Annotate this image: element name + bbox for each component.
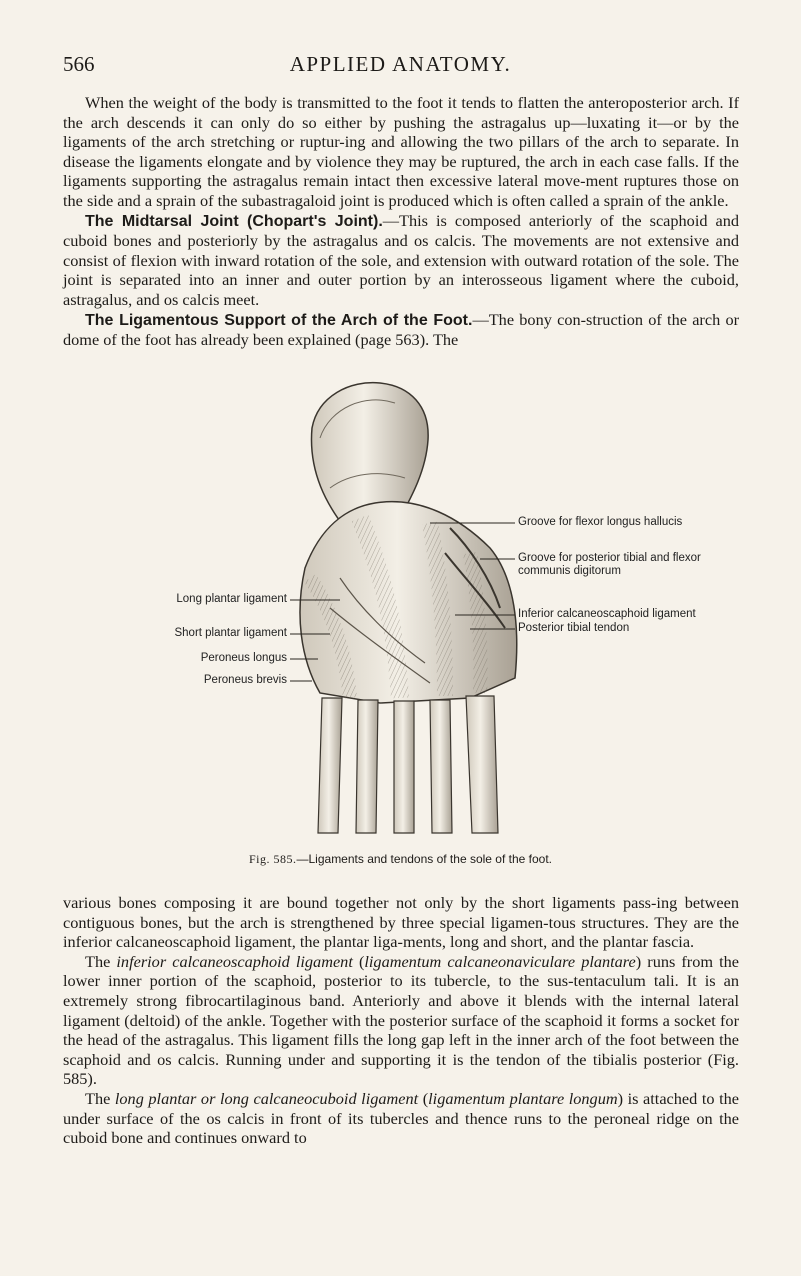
p2-body: ) runs from the lower inner portion of the scaphoid, posterior to its tubercle, to the sus-tentaculum tali. It is an extremely strong fibrocartilaginous band. Anteriorly and above it blends with the internal lateral ligament (deltoid) of the ankle. Together with the posterior surface of the scaphoid it forms a socket for the head of the astragalus. This ligament fills the long gap left in the inner arch of the foot between the scaphoid and os calcis. Running under and supporting it is the tendon of the tibialis posterior (Fig. 585).: [63, 951, 740, 1089]
midfoot-ligaments: [300, 502, 517, 703]
label-groove-posterior-tibial-line1: Groove for posterior tibial and flexor: [518, 552, 701, 564]
paragraph-bones-bound: various bones composing it are bound together not only by the short ligaments pass-ing between contiguous bones, but the arch is strengthened by three special ligamen-tous structures. They are the inferior calcaneoscaphoid ligament, the plantar liga-ments, long and short, and the plantar fascia.: [63, 893, 739, 952]
label-peroneus-brevis: Peroneus brevis: [203, 674, 287, 686]
p3-body: ) is attached to the under surface of the os calcis in front of its tubercles and thence runs to the peroneal ridge on the cuboid bone and continues onward to: [63, 1088, 739, 1148]
metatarsals: [318, 696, 498, 833]
p2-lead: The: [85, 951, 117, 971]
latin-calcaneonaviculare: ligamentum calcaneonaviculare plantare: [364, 951, 636, 971]
page-number: 566: [63, 52, 95, 76]
p2-open: (: [352, 951, 365, 971]
section-heading-midtarsal: The Midtarsal Joint (Chopart's Joint).: [85, 212, 383, 230]
figure-585: [0, 378, 801, 838]
figure-caption: [0, 852, 801, 867]
figure-caption-label: Fig. 585.: [248, 852, 297, 866]
paragraph-arch-weight: When the weight of the body is transmitted to the foot it tends to flatten the anteroposterior arch. If the arch descends it can only do so either by pushing the astragalus up—luxating it—or by the ligaments of the arch stretching or ruptur-ing and allowing the two pillars of the arch to separate. In disease the ligaments elongate and by violence they may be ruptured, the arch in each case falls. If the ligaments supporting the astragalus remain intact then excessive lateral move-ment ruptures those on the side and a sprain of the subastragaloid joint is produced which is often called a sprain of the ankle.: [63, 93, 739, 210]
label-groove-posterior-tibial-line2: communis digitorum: [518, 564, 621, 577]
paragraph-inferior-calcaneoscaphoid: [63, 952, 739, 1089]
label-short-plantar-ligament: Short plantar ligament: [174, 627, 287, 639]
label-groove-posterior-tibial: [518, 552, 701, 577]
term-inferior-calcaneoscaphoid: inferior calcaneoscaphoid ligament: [116, 951, 353, 971]
paragraph-ligamentous-support: [63, 310, 739, 350]
bottom-text-block: [63, 893, 739, 1148]
figure-caption-text: —Ligaments and tendons of the sole of the foot.: [296, 852, 553, 866]
running-head: APPLIED ANATOMY.: [289, 52, 512, 76]
label-posterior-tibial-tendon: Posterior tibial tendon: [518, 622, 630, 634]
section-heading-ligamentous-support: The Ligamentous Support of the Arch of the Foot.: [85, 311, 473, 329]
ligamentous-support-body: —The bony con-struction of the arch or dome of the foot has already been explained (page 563). The: [63, 309, 740, 350]
label-peroneus-longus: Peroneus longus: [200, 652, 287, 664]
page-header: [0, 52, 801, 82]
p3-open: (: [418, 1088, 429, 1108]
term-long-calcaneocuboid: long calcaneocuboid ligament: [220, 1088, 419, 1108]
paragraph-long-plantar: [63, 1089, 739, 1148]
label-long-plantar-ligament: Long plantar ligament: [176, 593, 287, 605]
latin-plantare-longum: ligamentum plantare longum: [428, 1088, 618, 1108]
midtarsal-body: —This is composed anteriorly of the scaphoid and cuboid bones and posteriorly by the astragalus and os calcis. The movements are not extensive and consist of flexion with inward rotation of the sole, and extension with outward rotation of the sole. The joint is separated into an inner and outer portion by an interosseous ligament where the cuboid, astragalus, and os calcis meet.: [63, 210, 739, 309]
p3-lead: The: [85, 1088, 115, 1108]
term-long-plantar: long plantar: [114, 1088, 197, 1108]
term-or: or: [196, 1088, 220, 1108]
label-inferior-calcaneoscaphoid: Inferior calcaneoscaphoid ligament: [518, 608, 696, 620]
label-groove-flexor-hallucis: Groove for flexor longus hallucis: [518, 516, 683, 528]
paragraph-midtarsal: [63, 211, 739, 310]
top-text-block: [63, 93, 739, 350]
